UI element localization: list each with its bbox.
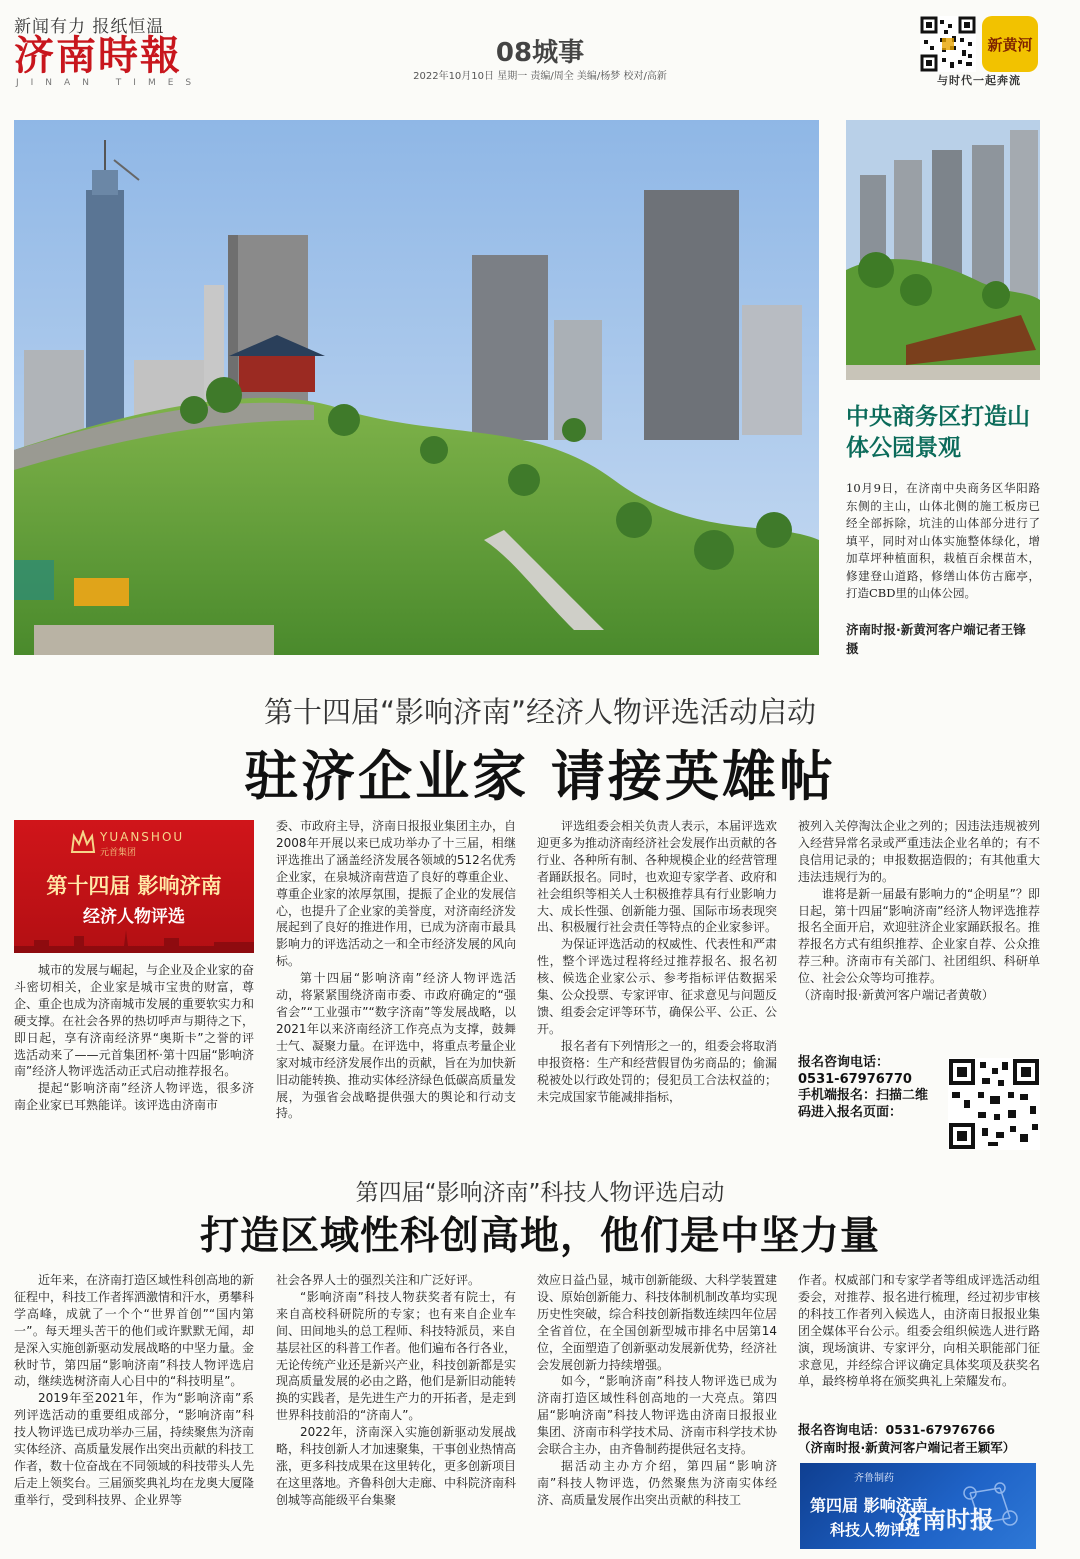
- paragraph: 社会各界人士的强烈关注和广泛好评。: [276, 1273, 481, 1287]
- signup-qr-code-icon[interactable]: [948, 1058, 1040, 1150]
- main-photo-cbd-mountain-park: [14, 120, 819, 655]
- paragraph: 作者。权威部门和专家学者等组成评选活动组委会，对推荐、报名进行梳理，经过初步审核的科技工作者列入候选人，由济南日报报业集团全媒体平台公示。组委会组织候选人进行路演，现场演讲、专家评分，向相关职能部门征求意见，并经综合评议确定具体奖项及获奖名单，最终榜单将在颁奖典礼上荣耀发布。: [798, 1273, 1040, 1389]
- promo-line2: 经济人物评选: [83, 907, 185, 927]
- paragraph: 被列入关停淘汰企业之列的；因违法违规被列入经营异常名录或严重违法企业名单的；有不良信用记录的；申报数据造假的；有其他重大违法违规行为的。: [798, 819, 1040, 884]
- story2-headline: 打造区域性科创高地，他们是中坚力量: [199, 1214, 880, 1259]
- masthead-slogan: 新闻有力 报纸恒温: [14, 17, 165, 37]
- paragraph: 谁将是新一届最有影响力的“企明星”？即日起，第十四届“影响济南”经济人物评选推荐报名全面开启，欢迎驻济企业家踊跃报名。推荐报名方式有组织推荐、企业家自荐、公众推荐三种。济南市有关部门、社团组织、科研单位、社会公众等均可推荐。: [798, 886, 1040, 986]
- hotline-phone[interactable]: 报名咨询电话：0531-67976766: [798, 1422, 996, 1437]
- promo-brand: YUANSHOU: [100, 830, 185, 844]
- paragraph: 第十四届“影响济南”经济人物评选活动，将紧紧围绕济南市委、市政府确定的“强省会”“工业强市”“数字济南”等发展战略，以2021年以来济南经济工作亮点为支撑，鼓舞士气、凝聚力量。在评选中，将重点考量企业家对城市经济发展作出的贡献，旨在为加快新旧动能转换、推动实体经济绿色低碳高质量发展，为强省会战略提供强大的舆论和行动支持。: [276, 971, 517, 1121]
- newspaper-logo: 济南時報: [14, 32, 182, 79]
- paragraph: 2019年至2021年，作为“影响济南”系列评选活动的重要组成部分，“影响济南”科技人物评选已成功举办三届，持续聚焦为济南实体经济、高质量发展作出突出贡献的科技工作者，数十位奋战在不同领域的科技带头人先后走上领奖台。三届颁奖典礼均在龙奥大厦隆重举行，受到科技界、企业界等: [14, 1391, 255, 1507]
- promo2-brand: 齐鲁制药: [854, 1473, 894, 1484]
- story2-column-4: [798, 1272, 1040, 1390]
- brand-tagline: 与时代一起奔流: [937, 74, 1021, 87]
- promo2-line2: 科技人物评选: [830, 1521, 921, 1539]
- promo-brand-cn: 元首集团: [100, 848, 137, 858]
- paragraph: 提起“影响济南”经济人物评选，很多济南企业家已耳熟能详。该评选由济南市: [14, 1081, 254, 1113]
- story1-headline: 驻济企业家 请接英雄帖: [244, 745, 836, 808]
- paragraph: 效应日益凸显，城市创新能级、大科学装置建设、原始创新能力、科技体制机制改革均实现历史性突破，综合科技创新指数连续四年位居全省首位，在全国创新型城市排名中居第14位，全面塑造了创新驱动发展新优势，经济社会发展创新力持续增强。: [537, 1273, 778, 1372]
- signup-phone-number[interactable]: 0531-67976770: [798, 1071, 912, 1087]
- paragraph: 据活动主办方介绍，第四届“影响济南”科技人物评选，仍然聚焦为济南实体经济、高质量发展作出突出贡献的科技工: [537, 1458, 777, 1507]
- app-brand-badge[interactable]: 新黄河: [982, 16, 1038, 72]
- watermark-logo: 济南时报: [898, 1506, 994, 1534]
- promo2-line1: 第四届 影响济南: [810, 1496, 928, 1515]
- photo-story-body: 10月9日，在济南中央商务区华阳路东侧的主山，山体北侧的施工板房已经全部拆除，坑洼的山体部分进行了填平，同时对山体实施整体绿化，增加草坪种植面积，栽植百余棵苗木，修建登山道路，修缮山体仿古廊亭，打造CBD里的山体公园。: [846, 481, 1040, 600]
- story1-column-3: [537, 818, 777, 1105]
- paragraph: 为保证评选活动的权威性、代表性和严肃性，整个评选过程将经过推荐报名、报名初核、候选企业家公示、参考指标评估数据采集、公众投票、专家评审、征求意见与问题反馈、组委会定评等环节，确保公平、公正、公开。: [537, 937, 778, 1036]
- signup-mobile-instructions: 手机端报名：扫描二维码进入报名页面：: [798, 1088, 929, 1120]
- story1-promo-banner: [14, 820, 254, 953]
- paragraph: 评选组委会相关负责人表示，本届评选欢迎更多为推动济南经济社会发展作出贡献的各行业、各种所有制、各种规模企业的经营管理者踊跃报名。同时，也欢迎专家学者、政府和社会组织等相关人士积极推荐具有行业影响力大、成长性强、创新能力强、国际市场表现突出、积极履行社会责任等特点的企业家参评。: [537, 819, 778, 935]
- reporter-credit: （济南时报·新黄河客户端记者王颖军）: [798, 1440, 1016, 1455]
- story2-column-3: [537, 1272, 777, 1509]
- story1-column-4: [798, 818, 1040, 1004]
- skyline-decoration-icon: [14, 928, 254, 953]
- crown-logo-icon: [70, 830, 96, 854]
- story1-column-2: [276, 818, 516, 1122]
- story2-column-2: [276, 1272, 516, 1509]
- page-title: 08城事: [495, 38, 585, 68]
- story2-column-1: [14, 1272, 254, 1509]
- page-info: 2022年10月10日 星期一 责编/周全 美编/杨梦 校对/高新: [413, 71, 667, 82]
- story2-hotline: [798, 1421, 1044, 1457]
- paragraph: 2022年，济南深入实施创新驱动发展战略，科技创新人才加速聚集，干事创业热情高涨，更多科技成果在这里转化，更多创新项目在这里落地。齐鲁科创大走廊、中科院济南科创城等高能级平台集聚: [276, 1425, 517, 1507]
- paragraph: 报名者有下列情形之一的，组委会将取消申报资格：生产和经营假冒伪劣商品的；偷漏税被处以行政处罚的；侵犯员工合法权益的；未完成国家节能减排指标，: [537, 1038, 778, 1104]
- paragraph: 委、市政府主导，济南日报报业集团主办，自2008年开展以来已成功举办了十三届，相继评选推出了涵盖经济发展各领域的512名优秀企业家，在泉城济南营造了良好的尊重企业、尊重企业家的浓厚氛围，提振了企业的发展信心，也提升了企业家的美誉度，对济南经济发展起到了良好的推进作用，已成为济南市最具影响力的评选活动之一和全市经济发展的风向标。: [276, 819, 517, 969]
- qr-code-icon[interactable]: [920, 16, 976, 72]
- story1-column-1: [14, 962, 254, 1114]
- signup-phone-label: 报名咨询电话：: [798, 1055, 890, 1070]
- side-photo-mountain-park: [846, 120, 1040, 380]
- photo-story-credit: 济南时报·新黄河客户端记者王锋 摄: [846, 622, 1039, 656]
- story1-signup-info: [798, 1055, 938, 1121]
- story1-kicker: 第十四届“影响济南”经济人物评选活动启动: [263, 695, 817, 729]
- paragraph: “影响济南”科技人物获奖者有院士，有来自高校科研院所的专家；也有来自企业车间、田间地头的总工程师、科技特派员，来自基层社区的科普工作者。他们遍布各行各业，无论传统产业还是新兴产业，科技创新都是实现高质量发展的必由之路，他们是新旧动能转换的实践者，是先进生产力的开拓者，是走到世界科技前沿的“济南人”。: [276, 1289, 517, 1423]
- paragraph: 如今，“影响济南”科技人物评选已成为济南打造区域性科创高地的一大亮点。第四届“影响济南”科技人物评选由济南日报报业集团、济南市科学技术局、济南市科学技术协会联合主办，由齐鲁制药提供冠名支持。: [537, 1374, 778, 1457]
- promo-line1: 第十四届 影响济南: [46, 874, 222, 898]
- paragraph: 城市的发展与崛起，与企业及企业家的奋斗密切相关，企业家是城市宝贵的财富，尊企、重企也成为济南城市发展的重要软实力和硬支撑。在社会各界的热切呼声与期待之下，即日起，享有济南经济界“奥斯卡”之誉的评选活动来了——元首集团杯·第十四届“影响济南”经济人物评选活动正式启动推荐报名。: [14, 963, 255, 1079]
- story2-kicker: 第四届“影响济南”科技人物评选启动: [355, 1180, 725, 1206]
- paragraph: 近年来，在济南打造区域性科创高地的新征程中，科技工作者挥洒激情和汗水，勇攀科学高峰，成就了一个个“世界首创”“国内第一”。每天埋头苦干的他们或许默默无闻，却是深入实施创新驱动发展战略的中坚力量。金秋时节，第四届“影响济南”科技人物评选启动，继续选树济南人心目中的“科技明星”。: [14, 1273, 255, 1389]
- photo-story-headline: 中央商务区打造山体公园景观: [846, 404, 1030, 461]
- reporter-credit: （济南时报·新黄河客户端记者黄敬）: [798, 988, 994, 1003]
- masthead: [0, 0, 1080, 112]
- newspaper-logo-subtitle: JINAN TIMES: [16, 78, 204, 88]
